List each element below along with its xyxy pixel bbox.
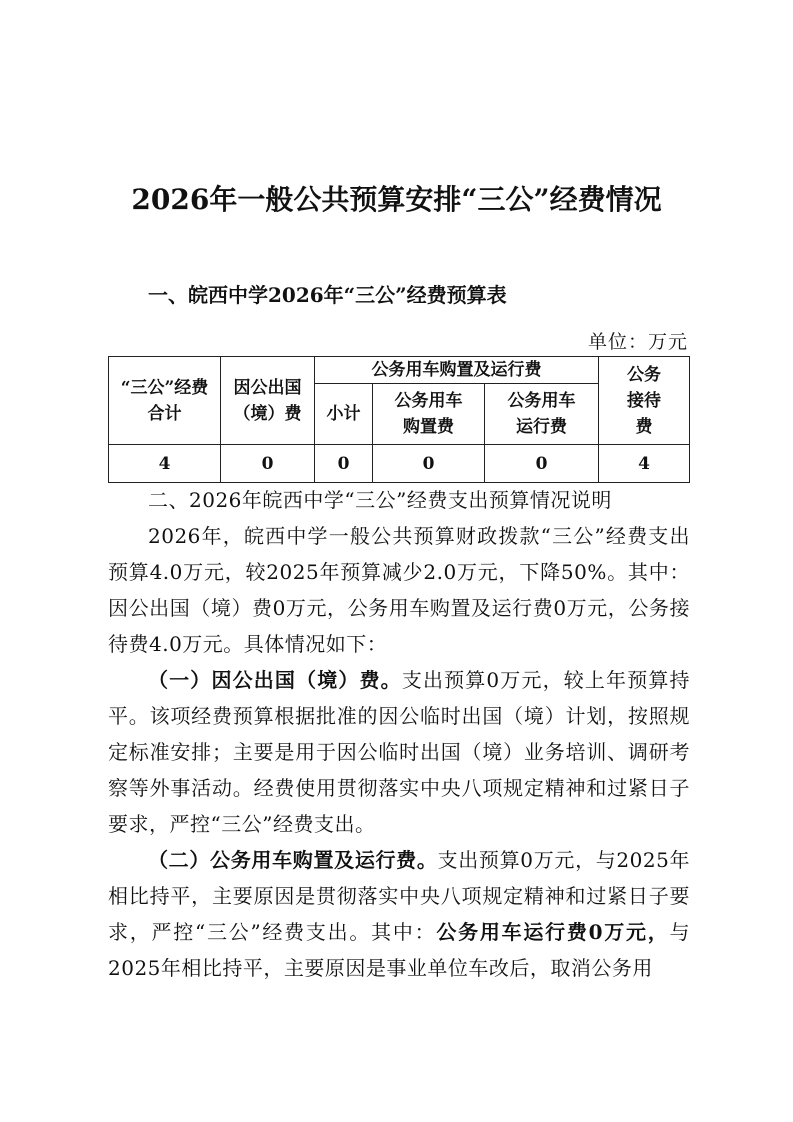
paragraph-abroad-heading: （一）因公出国（境）费。 — [148, 668, 402, 692]
paragraph-abroad-body: 支出预算0万元，较上年预算持平。该项经费预算根据批准的因公临时出国（境）计划，按照规定标准安排；主要是用于因公临时出国（境）业务培训、调研考察等外事活动。经费使用贯彻落实中央八项规定精神和过紧日子要求，严控“三公”经费支出。 — [108, 668, 690, 836]
value-vehicle-operation: 0 — [485, 445, 599, 483]
value-total: 4 — [109, 445, 221, 483]
paragraph-abroad — [108, 662, 690, 842]
value-abroad: 0 — [221, 445, 315, 483]
unit-label: 单位：万元 — [587, 331, 688, 353]
header-total: “三公”经费合计 — [109, 357, 221, 445]
header-reception: 公务接待费 — [599, 357, 690, 445]
header-vehicle-operation: 公务用车运行费 — [485, 384, 599, 445]
page-title: 2026年一般公共预算安排“三公”经费情况 — [131, 183, 662, 216]
paragraph-summary: 2026年，皖西中学一般公共预算财政拨款“三公”经费支出预算4.0万元，较2025年预算减少2.0万元，下降50%。其中：因公出国（境）费0万元，公务用车购置及运行费0万元，公务接待费4.0万元。具体情况如下： — [108, 524, 690, 656]
paragraph-vehicle-heading: （二）公务用车购置及运行费。 — [148, 848, 438, 872]
header-vehicle-purchase: 公务用车购置费 — [373, 384, 485, 445]
paragraph-vehicle-body: 支出预算0万元，与2025年相比持平，主要原因是贯彻落实中央八项规定精神和过紧日子要求，严控“三公”经费支出。其中： — [108, 848, 691, 944]
header-vehicle-group: 公务用车购置及运行费 — [315, 357, 599, 384]
header-subtotal: 小计 — [315, 384, 373, 445]
explanation-section — [108, 482, 690, 986]
paragraph-vehicle-tail: 与2025年相比持平，主要原因是事业单位车改后，取消公务用 — [108, 920, 690, 980]
value-vehicle-purchase: 0 — [373, 445, 485, 483]
section-heading-budget-table: 一、皖西中学2026年“三公”经费预算表 — [148, 283, 507, 307]
budget-table — [108, 356, 690, 483]
header-abroad: 因公出国（境）费 — [221, 357, 315, 445]
paragraph-vehicle — [108, 842, 690, 986]
paragraph-vehicle-bold: 公务用车运行费0万元， — [436, 920, 670, 944]
value-subtotal: 0 — [315, 445, 373, 483]
value-reception: 4 — [599, 445, 690, 483]
section-heading-explanation: 二、2026年皖西中学“三公”经费支出预算情况说明 — [148, 488, 612, 512]
